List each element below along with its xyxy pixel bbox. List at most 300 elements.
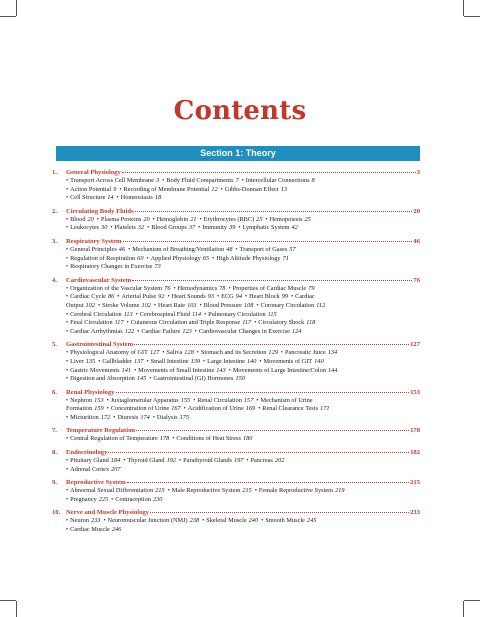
topic-entry[interactable]	[66, 495, 114, 503]
bullet-icon: •	[128, 246, 131, 253]
topic-entry[interactable]	[119, 186, 220, 193]
chapter	[52, 426, 420, 444]
topic-entry[interactable]	[66, 185, 122, 193]
bullet-icon: •	[179, 458, 182, 465]
topic-entry[interactable]	[66, 435, 175, 443]
chapter-number: 4.	[52, 276, 57, 284]
topic-page-number: 135	[85, 357, 96, 365]
topic-entry[interactable]	[66, 526, 124, 533]
topic-title: Female Reproductive System	[258, 487, 334, 495]
topic-line	[66, 526, 420, 535]
chapter-title[interactable]: General Physiology	[66, 169, 121, 176]
topic-page-number: 129	[268, 349, 278, 357]
topic-entry[interactable]	[147, 224, 201, 232]
topic-page-number: 102	[141, 301, 151, 309]
topic-entry[interactable]	[110, 224, 150, 232]
topic-page-number: 86	[107, 293, 115, 301]
topic-entry[interactable]	[242, 177, 318, 184]
chapter	[52, 508, 420, 534]
topic-entry[interactable]	[197, 349, 281, 356]
topic-entry[interactable]	[134, 367, 229, 374]
bullet-icon: •	[193, 397, 196, 404]
chapter-title[interactable]: Respiratory System	[66, 237, 122, 245]
topic-page-number: 30	[101, 224, 108, 232]
topic-page-number: 114	[192, 310, 201, 318]
topic-list	[52, 435, 420, 444]
bullet-icon: •	[256, 397, 259, 404]
topic-title: Erythrocytes (RBC)	[203, 215, 255, 223]
topic-entry[interactable]	[117, 194, 165, 201]
topic-page-number: 139	[190, 357, 201, 365]
chapter-page-number: 215	[410, 479, 420, 487]
topic-title: Gallbladder	[102, 357, 133, 365]
topic-entry[interactable]	[154, 302, 200, 309]
topic-title: Homeostasis	[120, 194, 153, 202]
bullet-icon: •	[111, 496, 114, 503]
bullet-icon: •	[196, 350, 199, 357]
topic-page-number: 117	[114, 319, 124, 327]
topic-page-number: 37	[188, 224, 196, 232]
chapter	[52, 478, 420, 504]
topic-entry[interactable]	[107, 397, 194, 404]
chapter	[52, 207, 420, 233]
bullet-icon: •	[66, 376, 69, 383]
topic-page-number: 93	[207, 293, 214, 301]
topic-title: Cardiovascular Changes in Exercise	[198, 327, 290, 335]
chapter-title[interactable]: Gastrointestinal System	[66, 341, 134, 349]
bullet-icon: •	[199, 216, 202, 223]
topic-entry[interactable]	[66, 319, 127, 326]
topic-title: High Altitude Physiology	[216, 254, 281, 262]
topic-title: Renal Circulation	[197, 396, 242, 404]
bullet-icon: •	[254, 320, 257, 327]
topic-page-number: 172	[100, 413, 111, 421]
topic-title: Circulatory Shock	[258, 319, 305, 327]
topic-entry[interactable]	[254, 319, 318, 326]
bullet-icon: •	[66, 328, 69, 335]
topic-list	[52, 349, 420, 383]
chapter-heading[interactable]	[52, 508, 420, 517]
topic-title: Stomach and its Secretion	[200, 349, 267, 357]
topic-page-number: 153	[94, 396, 104, 404]
bullet-icon: •	[167, 294, 170, 301]
chapter-heading[interactable]	[52, 388, 420, 397]
bullet-icon: •	[259, 358, 262, 365]
chapter-title[interactable]: Circulating Body Fluids	[66, 207, 134, 215]
bullet-icon: •	[66, 350, 69, 357]
topic-page-number: 140	[314, 357, 324, 365]
bullet-icon: •	[66, 496, 69, 503]
topic-entry[interactable]	[238, 224, 300, 231]
topic-entry[interactable]	[179, 457, 249, 465]
chapter-page-number: 153	[410, 388, 420, 396]
topic-title: Cardiac Arrhythmias	[70, 327, 123, 335]
topic-title: Heart Rate	[158, 301, 186, 309]
bullet-icon: •	[261, 518, 264, 525]
chapter	[52, 388, 420, 423]
chapter-page-number: 182	[410, 449, 420, 457]
bullet-icon: •	[116, 195, 119, 202]
topic-line	[66, 466, 420, 475]
topic-entry[interactable]	[153, 216, 200, 223]
chapter-number: 7.	[52, 427, 57, 435]
bullet-icon: •	[96, 216, 99, 223]
topic-title: Diuresis	[117, 413, 139, 421]
topic-entry[interactable]	[103, 517, 205, 525]
topic-entry[interactable]	[281, 349, 340, 356]
dot-leader	[134, 339, 409, 345]
bullet-icon: •	[134, 367, 137, 374]
topic-entry[interactable]	[66, 327, 140, 335]
topic-page-number: 175	[179, 413, 190, 421]
crop-mark	[0, 600, 16, 601]
topic-line	[66, 487, 420, 496]
topic-line	[66, 358, 420, 367]
topic-line	[66, 177, 420, 186]
topic-entry[interactable]	[127, 319, 255, 326]
topic-entry[interactable]	[265, 216, 313, 223]
topic-entry[interactable]	[117, 293, 170, 301]
page-title: Contents	[173, 96, 307, 126]
bullet-icon: •	[246, 458, 249, 465]
topic-entry[interactable]	[162, 349, 196, 356]
topic-entry[interactable]	[246, 457, 287, 464]
topic-page-number: 143	[216, 366, 226, 374]
topic-title: Nephron	[70, 396, 93, 404]
topic-line	[66, 517, 420, 526]
topic-entry[interactable]	[128, 245, 238, 253]
topic-entry[interactable]	[255, 487, 348, 494]
topic-entry[interactable]	[221, 186, 290, 193]
bullet-icon: •	[66, 195, 69, 202]
topic-page-number: 118	[306, 319, 316, 327]
topic-page-number: 180	[242, 435, 253, 443]
topic-entry[interactable]	[66, 349, 165, 357]
topic-entry[interactable]	[172, 435, 255, 442]
topic-page-number: 78	[219, 284, 226, 292]
topic-page-number: 39	[229, 224, 236, 232]
topic-entry[interactable]	[216, 293, 248, 301]
topic-line	[66, 349, 420, 358]
topic-entry[interactable]	[203, 357, 262, 365]
dot-leader	[108, 447, 409, 453]
topic-title: Immunity	[202, 224, 228, 232]
topic-page-number: 92	[158, 293, 165, 301]
topic-title: Blood Groups	[151, 224, 187, 232]
topic-title: Formation	[66, 405, 93, 413]
topic-title: Thyroid Gland	[127, 457, 165, 465]
chapter-heading[interactable]	[52, 478, 420, 487]
topic-title: Properties of Cardiac Muscle	[232, 284, 307, 292]
topic-entry[interactable]	[97, 216, 153, 223]
topic-page-number: 230	[152, 495, 163, 503]
topic-entry[interactable]	[235, 246, 298, 253]
topic-entry[interactable]	[107, 405, 184, 412]
topic-entry[interactable]	[66, 301, 101, 309]
topic-title: Movements of GIT	[263, 357, 313, 365]
crop-mark	[16, 0, 17, 16]
topic-title: Acidification of Urine	[187, 405, 244, 413]
topic-line	[66, 319, 420, 328]
bullet-icon: •	[66, 225, 69, 232]
topic-title: Action Potential	[70, 185, 112, 193]
chapter-heading[interactable]	[52, 276, 420, 285]
topic-entry[interactable]	[168, 487, 255, 494]
topic-page-number: 202	[274, 457, 285, 465]
chapter-title[interactable]: Renal Physiology	[66, 388, 115, 396]
topic-entry[interactable]	[66, 224, 113, 232]
topic-page-number: 122	[124, 327, 135, 335]
topic-page-number: 7	[235, 177, 239, 184]
chapter	[52, 276, 420, 337]
topic-page-number: 102	[85, 301, 95, 309]
chapter-page-number: 46	[413, 237, 420, 245]
topic-title: Smooth Muscle	[265, 517, 305, 525]
chapter-heading[interactable]	[52, 207, 420, 216]
topic-page-number: 144	[327, 366, 338, 374]
topic-entry[interactable]	[200, 216, 266, 223]
topic-entry[interactable]	[256, 302, 328, 309]
topic-title: Juxtaglomerular Apparatus	[110, 396, 179, 404]
topic-entry[interactable]	[153, 414, 192, 421]
bullet-icon: •	[106, 406, 109, 413]
bullet-icon: •	[66, 458, 69, 465]
topic-title: Blood Pressure	[203, 301, 242, 309]
crop-mark	[16, 601, 17, 617]
bullet-icon: •	[66, 358, 69, 365]
chapter-heading[interactable]	[52, 426, 420, 435]
topic-list	[52, 216, 420, 233]
topic-entry[interactable]	[229, 367, 341, 374]
topic-page-number: 108	[243, 301, 254, 309]
bullet-icon: •	[258, 406, 261, 413]
topic-entry[interactable]	[66, 405, 107, 412]
topic-title: Mechanism of Urine	[260, 396, 313, 404]
chapter-title[interactable]: Nerve and Muscle Physiology	[66, 509, 149, 517]
topic-page-number: 79	[308, 284, 315, 292]
bullet-icon: •	[280, 350, 283, 357]
topic-page-number: 178	[159, 435, 170, 443]
bullet-icon: •	[97, 302, 101, 309]
bullet-icon: •	[146, 255, 149, 262]
topic-entry[interactable]	[135, 310, 207, 318]
bullet-icon: •	[117, 294, 120, 301]
topic-entry[interactable]	[162, 177, 241, 184]
topic-title: Output	[66, 301, 84, 309]
topic-entry[interactable]	[137, 328, 195, 335]
topic-entry[interactable]	[202, 517, 264, 525]
topic-entry[interactable]	[111, 496, 165, 503]
topic-entry[interactable]	[66, 457, 126, 465]
chapter-page-number: 127	[410, 341, 420, 349]
topic-title: Gastrointestinal (GI) Hormones	[153, 375, 234, 383]
topic-entry[interactable]	[204, 311, 280, 318]
topic-page-number: 99	[281, 293, 289, 301]
bullet-icon: •	[66, 397, 69, 404]
topic-entry[interactable]	[261, 517, 319, 524]
topic-title: Fetal Circulation	[70, 319, 113, 327]
topic-entry[interactable]	[66, 216, 97, 223]
topic-page-number: 159	[94, 405, 104, 413]
topic-entry[interactable]	[228, 285, 317, 292]
topic-page-number: 46	[118, 245, 126, 253]
chapter	[52, 340, 420, 383]
topic-page-number: 123	[182, 327, 192, 335]
topic-title: Cutaneous Circulation and Triple Response	[130, 319, 241, 327]
topic-entry[interactable]	[123, 457, 182, 465]
topic-entry[interactable]	[66, 263, 164, 270]
topic-entry[interactable]	[66, 177, 165, 184]
bullet-icon: •	[256, 302, 259, 309]
topic-page-number: 245	[306, 517, 317, 525]
topic-entry[interactable]	[66, 413, 116, 421]
topic-entry[interactable]	[200, 302, 257, 309]
bullet-icon: •	[110, 225, 113, 232]
chapter-title[interactable]: Temperature Regulation	[66, 427, 136, 435]
bullet-icon: •	[212, 255, 215, 262]
chapter	[52, 448, 420, 474]
topic-page-number: 219	[335, 487, 345, 495]
topic-title: Parathyroid Glands	[183, 457, 232, 465]
bullet-icon: •	[103, 518, 106, 525]
topic-page-number: 246	[111, 526, 122, 534]
bullet-icon: •	[66, 264, 69, 271]
bullet-icon: •	[203, 358, 206, 365]
chapter-heading[interactable]	[52, 168, 420, 177]
topic-line	[66, 405, 420, 414]
topic-entry[interactable]	[66, 254, 149, 262]
topic-entry[interactable]	[212, 255, 292, 262]
topic-title: Heart Sounds	[171, 293, 206, 301]
topic-page-number: 94	[235, 293, 242, 301]
bullet-icon: •	[66, 414, 69, 421]
topic-title: Neuromuscular Junction (NMJ)	[107, 517, 188, 525]
topic-entry[interactable]	[98, 302, 154, 309]
topic-page-number: 12	[211, 185, 218, 193]
table-of-contents	[52, 168, 420, 539]
topic-entry[interactable]	[66, 311, 136, 318]
topic-entry[interactable]	[195, 328, 305, 335]
chapter-page-number: 3	[416, 169, 420, 176]
topic-entry[interactable]	[193, 396, 259, 404]
topic-entry[interactable]	[66, 366, 137, 374]
topic-entry[interactable]	[66, 357, 101, 365]
topic-title: Respiratory Changes in Exercise	[70, 263, 153, 271]
topic-page-number: 76	[164, 284, 171, 292]
topic-entry[interactable]	[66, 245, 131, 253]
topic-page-number: 171	[320, 405, 330, 413]
topic-entry[interactable]	[66, 397, 107, 404]
topic-line	[66, 367, 420, 376]
topic-entry[interactable]	[259, 358, 326, 365]
topic-entry[interactable]	[147, 358, 204, 365]
topic-title: Abnormal Sexual Differentiation	[70, 487, 154, 495]
topic-title: Liver	[70, 357, 84, 365]
bullet-icon: •	[173, 285, 176, 292]
topic-entry[interactable]	[184, 405, 259, 412]
bullet-icon: •	[291, 294, 294, 301]
topic-line	[66, 216, 420, 225]
topic-page-number: 240	[248, 517, 259, 525]
dot-leader	[150, 507, 409, 513]
bullet-icon: •	[66, 186, 69, 193]
topic-page-number: 8	[311, 177, 315, 184]
topic-title: Saliva	[166, 349, 183, 357]
topic-line	[66, 414, 420, 423]
bullet-icon: •	[198, 225, 201, 232]
chapter-heading[interactable]	[52, 448, 420, 457]
chapter-number: 9.	[52, 479, 57, 487]
chapter-heading[interactable]	[52, 237, 420, 246]
bullet-icon: •	[202, 518, 205, 525]
topic-page-number: 127	[149, 349, 160, 357]
topic-entry[interactable]	[66, 466, 124, 473]
topic-title: Central Regulation of Temperature	[70, 435, 158, 443]
topic-entry[interactable]	[66, 194, 117, 201]
topic-entry[interactable]	[167, 293, 220, 301]
topic-entry[interactable]	[66, 285, 174, 292]
topic-page-number: 32	[137, 224, 145, 232]
topic-title: Micturition	[70, 413, 99, 421]
topic-entry[interactable]	[98, 358, 146, 365]
bullet-icon: •	[66, 488, 69, 495]
topic-page-number: 184	[110, 457, 121, 465]
chapter-title[interactable]: Reproductive System	[66, 479, 126, 487]
topic-entry[interactable]	[146, 254, 215, 262]
bullet-icon: •	[203, 311, 207, 318]
topic-entry[interactable]	[66, 517, 106, 525]
bullet-icon: •	[238, 225, 241, 232]
topic-list	[52, 457, 420, 474]
topic-page-number: 174	[140, 413, 150, 421]
topic-list	[52, 397, 420, 423]
topic-page-number: 150	[235, 375, 245, 383]
topic-entry[interactable]	[256, 397, 312, 404]
topic-entry[interactable]	[198, 224, 241, 232]
topic-title: Physiological Anatomy of GIT	[70, 349, 148, 357]
chapter-title[interactable]: Endocrinology	[66, 449, 108, 457]
topic-entry[interactable]	[113, 414, 153, 421]
topic-entry[interactable]	[66, 375, 152, 383]
bullet-icon: •	[162, 178, 165, 184]
bullet-icon: •	[199, 302, 202, 309]
topic-page-number: 207	[111, 465, 121, 473]
bullet-icon: •	[172, 436, 175, 443]
topic-title: Leukocytes	[70, 224, 100, 232]
topic-line	[66, 246, 420, 255]
topic-entry[interactable]	[174, 285, 229, 292]
chapter-heading[interactable]	[52, 340, 420, 349]
topic-entry[interactable]	[149, 375, 248, 382]
topic-title: Digestion and Absorption	[70, 375, 135, 383]
topic-entry[interactable]	[258, 405, 332, 412]
topic-line	[66, 311, 420, 320]
chapter-title[interactable]: Cardiovascular System	[66, 276, 132, 284]
topic-entry[interactable]	[66, 487, 168, 494]
topic-line	[66, 293, 420, 302]
topic-title: Organization of the Vascular System	[70, 284, 163, 292]
topic-entry[interactable]	[291, 293, 315, 300]
topic-title: Coronary Circulation	[260, 301, 315, 309]
topic-title: Small Intestine	[150, 357, 189, 365]
topic-entry[interactable]	[66, 293, 120, 301]
topic-title: Cell Structure	[70, 194, 106, 202]
topic-entry[interactable]	[245, 293, 294, 301]
topic-page-number: 238	[189, 517, 200, 525]
chapter-page-number: 233	[410, 509, 420, 517]
topic-page-number: 65	[202, 254, 210, 262]
bullet-icon: •	[245, 294, 248, 301]
